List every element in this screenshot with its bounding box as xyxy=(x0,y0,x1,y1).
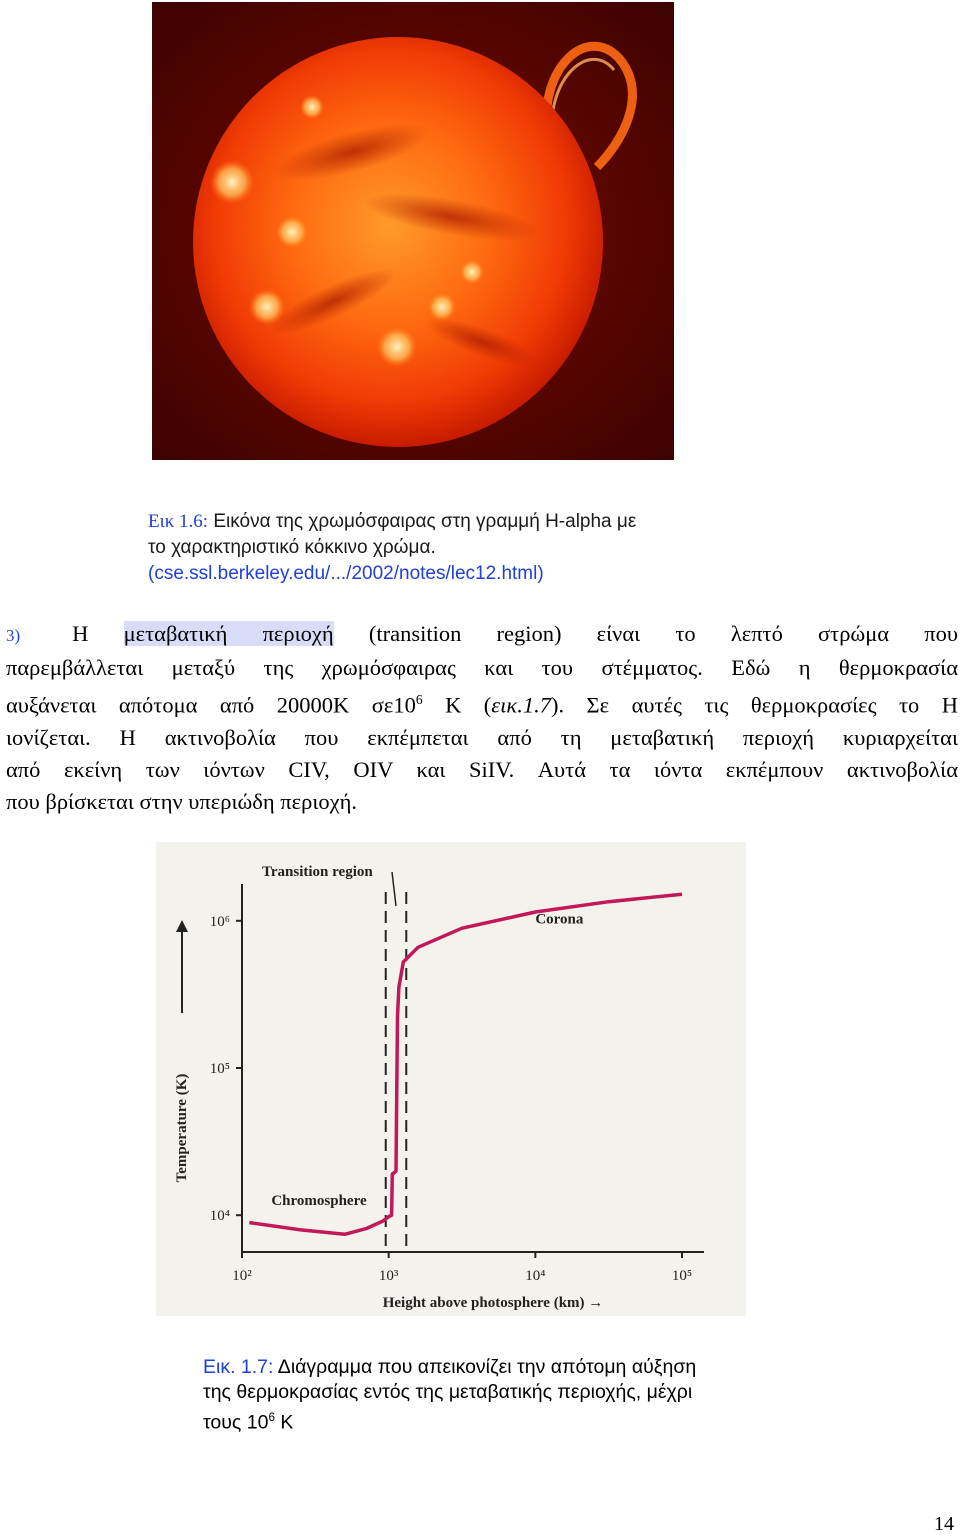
source-link[interactable]: cse.ssl.berkeley.edu/.../2002/notes/lec12.html xyxy=(154,563,538,584)
figure-1-caption-line1 xyxy=(148,509,768,535)
page-number: 14 xyxy=(934,1513,954,1535)
line1-start: Η xyxy=(72,621,89,646)
y-tick-label: 10⁶ xyxy=(209,913,230,930)
x-axis-label: Height above photosphere (km) → xyxy=(382,1295,604,1311)
figure-2-caption-line1 xyxy=(203,1355,763,1380)
y-axis-arrowhead xyxy=(176,920,188,932)
annotation-pointer xyxy=(392,872,396,906)
y-tick-label: 10⁴ xyxy=(209,1208,230,1225)
figure-1-source xyxy=(148,561,768,587)
line3-unit: K ( xyxy=(422,692,492,718)
annotation-transition-region: Transition region xyxy=(262,864,373,880)
figure-1-caption-line2: το χαρακτηριστικό κόκκινο χρώμα. xyxy=(148,537,436,558)
chart-svg xyxy=(156,842,746,1316)
y-tick-label: 10⁵ xyxy=(209,1061,230,1077)
y-axis-label: Temperature (K) xyxy=(174,1073,190,1183)
figure-1-caption xyxy=(148,509,768,587)
figure-2-caption-line3 xyxy=(203,1405,763,1436)
paragraph-line-1 xyxy=(6,618,958,652)
temperature-height-chart xyxy=(156,842,746,1316)
figure-reference: εικ.1.7 xyxy=(491,692,551,718)
x-tick-label: 10⁴ xyxy=(525,1268,546,1284)
source-paren-open: ( xyxy=(148,563,155,584)
transition-region-paragraph xyxy=(6,618,958,818)
figure-1-caption-text: Εικόνα της χρωμόσφαιρας στη γραμμή H-alpha με xyxy=(213,511,637,532)
figure-1-label: Εικ 1.6: xyxy=(148,511,209,532)
source-paren-close: ) xyxy=(537,563,544,584)
x-tick-label: 10² xyxy=(232,1268,252,1284)
annotation-corona: Corona xyxy=(535,911,584,928)
annotation-chromosphere: Chromosphere xyxy=(271,1192,367,1209)
highlighted-term: μεταβατική περιοχή xyxy=(123,621,334,646)
figure-2-label: Εικ. 1.7: xyxy=(203,1356,274,1378)
x-tick-label: 10⁵ xyxy=(671,1268,693,1284)
caption-line3-start: τους 10 xyxy=(203,1411,269,1434)
paragraph-line-2: παρεμβάλλεται μεταξύ της χρωμόσφαιρας και του στέμματος. Εδώ η θερμοκρασία xyxy=(6,655,958,680)
line1-end: (transition region) είναι το λεπτό στρώμα που xyxy=(368,621,959,646)
figure-2-caption xyxy=(203,1355,763,1436)
figure-2-caption-text: Διάγραμμα που απεικονίζει την απότομη αύξηση xyxy=(277,1356,697,1378)
sun-halpha-image xyxy=(152,2,674,460)
figure-2-caption-line2: της θερμοκρασίας εντός της μεταβατικής περιοχής, μέχρι xyxy=(203,1381,693,1403)
line3-start: αυξάνεται απότομα από 20000K σε10 xyxy=(6,692,416,718)
caption-exponent: 6 xyxy=(268,1411,275,1424)
temperature-curve xyxy=(249,894,682,1234)
item-number: 3) xyxy=(6,626,21,645)
line3-end: ). Σε αυτές τις θερμοκρασίες το Η xyxy=(550,692,959,718)
line3-exponent: 6 xyxy=(415,692,423,707)
x-tick-label: 10³ xyxy=(378,1268,399,1284)
sun-image-graphic xyxy=(152,2,674,460)
paragraph-line-5: από εκείνη των ιόντων CIV, OIV και SiIV. Αυτά τα ιόντα εκπέμπουν ακτινοβολία xyxy=(6,756,958,782)
paragraph-line-3 xyxy=(6,684,958,722)
caption-unit: K xyxy=(274,1411,294,1434)
paragraph-line-4: ιονίζεται. Η ακτινοβολία που εκπέμπεται από τη μεταβατική περιοχή κυριαρχείται xyxy=(6,724,958,750)
paragraph-line-6: που βρίσκεται στην υπεριώδη περιοχή. xyxy=(6,788,358,814)
